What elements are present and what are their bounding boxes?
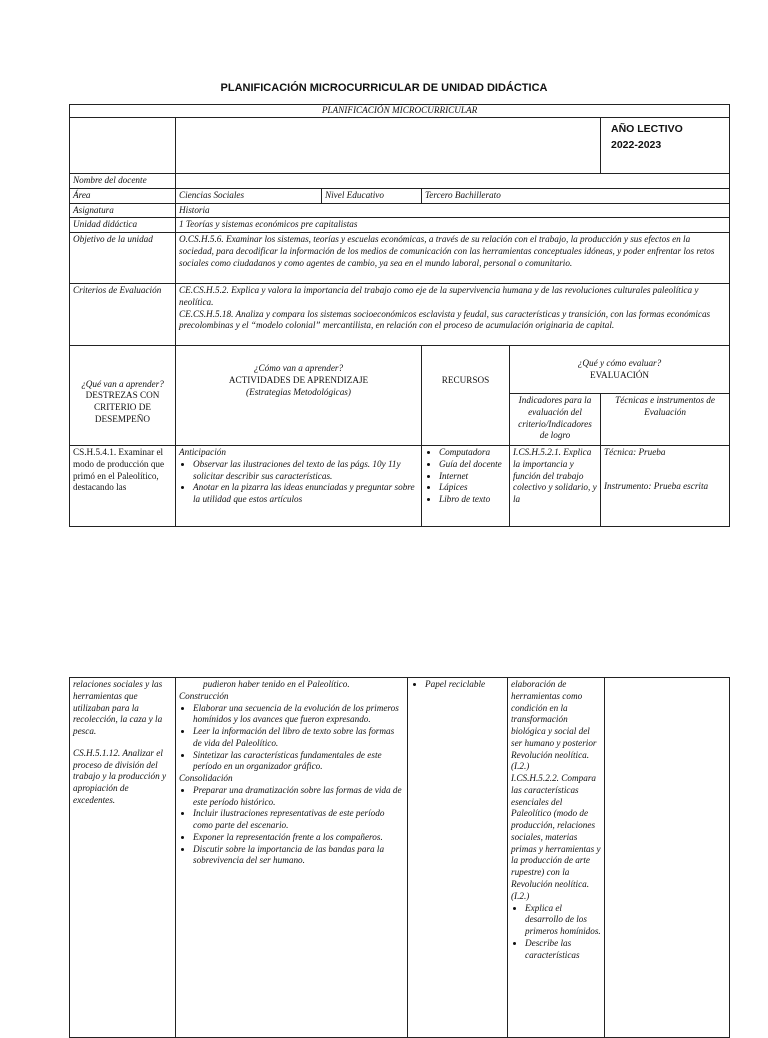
unidad-label: Unidad didáctica (70, 218, 176, 233)
tecnicas-cell (605, 678, 730, 1038)
consolidacion-label: Consolidación (179, 773, 233, 784)
table-header: PLANIFICACIÓN MICROCURRICULAR (70, 105, 730, 118)
tecnica-text: Técnica: Prueba (604, 447, 666, 458)
tecnicas-cell (601, 446, 730, 527)
docente-label: Nombre del docente (70, 174, 176, 189)
como-aprender: ¿Cómo van a aprender? (253, 363, 344, 374)
asignatura-label: Asignatura (70, 203, 176, 218)
list-item: • Exponer la representación frente a los compañeros. (193, 832, 404, 844)
anticipacion-label: Anticipación (179, 447, 226, 458)
criterios-label: Criterios de Evaluación (70, 284, 176, 346)
indicador-cell (508, 678, 605, 1038)
instrumento-text: Instrumento: Prueba escrita (604, 480, 709, 491)
destreza-cell (70, 678, 176, 1038)
list-item: • Anotar en la pizarra las ideas enunciadas y preguntar sobre la utilidad que estos artículos (193, 482, 418, 506)
indicadores-header: Indicadores para la evaluación del criterio/Indicadores de logro (510, 394, 601, 446)
asignatura-value: Historia (176, 203, 730, 218)
anio-lectivo-label: AÑO LECTIVO (611, 123, 683, 135)
recursos-header: RECURSOS (422, 346, 510, 446)
list-item: • Incluir ilustraciones representativas de este período como parte del escenario. (193, 808, 404, 832)
actividades-cell (176, 446, 422, 527)
recursos-cell (408, 678, 508, 1038)
area-label: Área (70, 188, 176, 203)
destreza-2: CS.H.5.1.12. Analizar el proceso de división del trabajo y la producción y apropiación de excedentes. (73, 747, 167, 805)
recursos-cell (422, 446, 510, 527)
nivel-value: Tercero Bachillerato (422, 188, 730, 203)
anio-lectivo-value: 2022-2023 (611, 138, 662, 151)
que-aprender: ¿Qué van a aprender? (81, 378, 164, 389)
blank-cell (70, 118, 176, 174)
list-item: • Leer la información del libro de texto sobre las formas de vida del Paleolítico. (193, 726, 404, 750)
docente-value (176, 174, 730, 189)
actividades-cell (176, 678, 408, 1038)
construccion-label: Construcción (179, 690, 229, 701)
indicador-2: I.CS.H.5.2.2. Compara las características esenciales del Paleolítico (modo de producción, relaciones sociales, materias primas y herramientas y la producción de arte rupestre) con la Revolución neolítica. (I.2.) (511, 773, 601, 901)
list-item: • Lápices (439, 482, 506, 494)
list-item: • Explica el desarrollo de los primeros homínidos. (525, 903, 601, 938)
list-item: • Libro de texto (439, 494, 506, 506)
evaluacion-header (510, 346, 730, 394)
criterio-2: CE.CS.H.5.18. Analiza y compara los sistemas socioeconómicos esclavista y feudal, sus características y transición, con las formas económicas precolombinas y el “modelo colonial” mercantilista, en relación con el proceso de acumulación originaria de capital. (179, 308, 711, 331)
actividades-label: ACTIVIDADES DE APRENDIZAJE (228, 375, 369, 386)
objetivo-label: Objetivo de la unidad (70, 233, 176, 284)
document-title: PLANIFICACIÓN MICROCURRICULAR DE UNIDAD DIDÁCTICA (220, 82, 548, 94)
list-item: • Observar las ilustraciones del texto de las págs. 10y 11y solicitar describir sus características. (193, 459, 418, 483)
criterios-value (176, 284, 730, 346)
list-item: • Sintetizar las características fundamentales de este período en un organizador gráfico. (193, 750, 404, 774)
list-item: • Internet (439, 471, 506, 483)
objetivo-value: O.CS.H.5.6. Examinar los sistemas, teorías y escuelas económicas, a través de su relación con el trabajo, la producción y sus efectos en la sociedad, para decodificar la información de los medios de comunicación con las herramientas conceptuales idóneas, y poder enfrentar los retos sociales como ciudadanos y como agentes de cambio, ya sea en el mundo laboral, personal o comunitario. (176, 233, 730, 284)
list-item: • Discutir sobre la importancia de las bandas para la sobrevivencia del ser humano. (193, 844, 404, 868)
tecnicas-header: Técnicas e instrumentos de Evaluación (601, 394, 730, 446)
nivel-label: Nivel Educativo (322, 188, 422, 203)
list-item: • Papel reciclable (425, 679, 504, 691)
list-item: • Preparar una dramatización sobre las formas de vida de este período histórico. (193, 785, 404, 809)
evaluacion-label: EVALUACIÓN (590, 369, 650, 380)
unidad-value: 1 Teorías y sistemas económicos pre capitalistas (176, 218, 730, 233)
indicador-cell: I.CS.H.5.2.1. Explica la importancia y función del trabajo colectivo y solidario, y la (510, 446, 601, 527)
list-item: • Computadora (439, 447, 506, 459)
actividades-header (176, 346, 422, 446)
list-item: • Guía del docente (439, 459, 506, 471)
destreza-cell: CS.H.5.4.1. Examinar el modo de producción que primó en el Paleolítico, destacando las (70, 446, 176, 527)
destrezas-header (70, 346, 176, 446)
indicador-continued: elaboración de herramientas como condición en la transformación biológica y social del ser humano y posterior Revolución neolítica. (I.2.) (511, 679, 597, 772)
destrezas-label: DESTREZAS CON CRITERIO DE DESEMPEÑO (85, 390, 160, 424)
criterio-1: CE.CS.H.5.2. Explica y valora la importancia del trabajo como eje de la supervivencia humana y de las revoluciones culturales paleolítica y neolítica. (179, 285, 699, 307)
que-evaluar: ¿Qué y cómo evaluar? (577, 357, 662, 368)
planning-table-page-1 (69, 104, 730, 527)
planning-table-page-2 (69, 677, 730, 1038)
list-item: • Elaborar una secuencia de la evolución de los primeros homínidos y los avances que fueron expresando. (193, 703, 404, 727)
estrategias-label: (Estrategias Metodológicas) (246, 386, 351, 397)
blank-cell (176, 118, 601, 174)
destreza-continued: relaciones sociales y las herramientas que utilizaban para la recolección, la caza y la pesca. (73, 679, 163, 737)
activity-continued: pudieron haber tenido en el Paleolítico. (203, 679, 350, 689)
anio-lectivo (601, 118, 730, 174)
list-item: • Describe las características (525, 938, 601, 962)
area-value: Ciencias Sociales (176, 188, 322, 203)
